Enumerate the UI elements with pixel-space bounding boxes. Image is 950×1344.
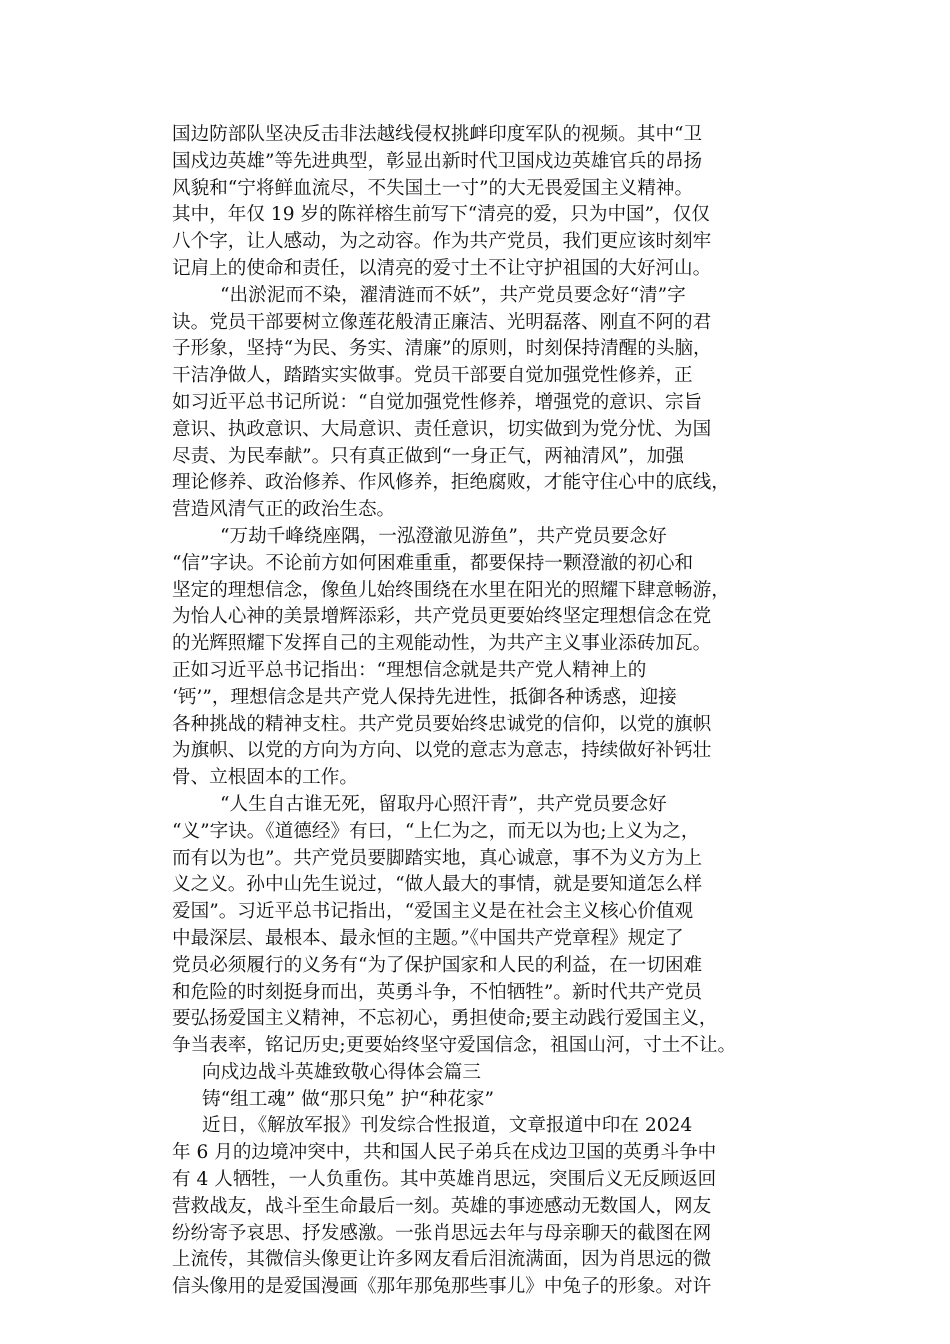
text-line: 子形象，坚持“为民、务实、清廉”的原则，时刻保持清醒的头脑， [172,338,712,360]
text-line: 为旗帜、以党的方向为方向、以党的意志为意志，持续做好补钙壮 [172,740,712,762]
text-line: 风貌和“宁将鲜血流尽，不失国土一寸”的大无畏爱国主义精神。 [172,177,694,199]
text-line: 如习近平总书记所说：“自觉加强党性修养，增强党的意识、宗旨 [172,391,703,413]
text-line: 纷纷寄予哀思、抒发感激。一张肖思远去年与母亲聊天的截图在网 [172,1222,712,1244]
text-line: 上流传，其微信头像更让许多网友看后泪流满面，因为肖思远的微 [172,1249,712,1271]
text-line: 干洁净做人，踏踏实实做事。党员干部要自觉加强党性修养，正 [172,365,693,387]
text-line: 其中，年仅 19 岁的陈祥榕生前写下“清亮的爱，只为中国”，仅仅 [172,204,710,226]
text-line: “信”字诀。不论前方如何困难重重，都要保持一颗澄澈的初心和 [172,552,694,574]
text-line: 记肩上的使命和责任，以清亮的爱寸土不让守护祖国的大好河山。 [172,257,712,279]
text-line: 国戍边英雄”等先进典型，彰显出新时代卫国戍边英雄官兵的昂扬 [172,150,703,172]
paragraph-start-line: “万劫千峰绕座隅，一泓澄澈见游鱼”，共产党员要念好 [220,525,667,547]
text-line: 骨、立根固本的工作。 [172,767,358,789]
text-line: 年 6 月的边境冲突中，共和国人民子弟兵在戍边卫国的英勇斗争中 [172,1142,717,1164]
text-line: 各种挑战的精神支柱。共产党员要始终忠诚党的信仰，以党的旗帜 [172,713,712,735]
text-line: 理论修养、政治修养、作风修养，拒绝腐败，才能守住心中的底线， [172,472,730,494]
paragraph-start-line: “人生自古谁无死，留取丹心照汗青”，共产党员要念好 [220,793,667,815]
text-line: 争当表率，铭记历史;更要始终坚守爱国信念，祖国山河，寸土不让。 [172,1035,737,1057]
text-line: 义之义。孙中山先生说过，“做人最大的事情，就是要知道怎么样 [172,874,703,896]
text-line: 为怡人心神的美景增辉添彩，共产党员更要始终坚定理想信念在党 [172,606,712,628]
text-line: 营造风清气正的政治生态。 [172,499,396,521]
text-line: 尽责、为民奉献”。只有真正做到“一身正气，两袖清风”，加强 [172,445,684,467]
text-line: 有 4 人牺牲，一人负重伤。其中英雄肖思远，突围后义无反顾返回 [172,1169,717,1191]
text-line: 中最深层、最根本、最永恒的主题。”《中国共产党章程》规定了 [172,927,684,949]
text-line: 的光辉照耀下发挥自己的主观能动性，为共产主义事业添砖加瓦。 [172,633,712,655]
text-line: 而有以为也”。共产党员要脚踏实地，真心诚意，事不为义方为上 [172,847,703,869]
text-line: 信头像用的是爱国漫画《那年那兔那些事儿》中兔子的形象。对许 [172,1276,712,1298]
paragraph-start-line: “出淤泥而不染，濯清涟而不妖”，共产党员要念好“清”字 [220,284,686,306]
text-line: 党员必须履行的义务有“为了保护国家和人民的利益，在一切困难 [172,954,703,976]
text-line: ‘钙’”，理想信念是共产党人保持先进性，抵御各种诱惑，迎接 [172,686,677,708]
paragraph-start-line: 近日，《解放军报》刊发综合性报道，文章报道中印在 2024 [202,1115,693,1137]
text-line: 八个字，让人感动，为之动容。作为共产党员，我们更应该时刻牢 [172,231,712,253]
text-line: 要弘扬爱国主义精神，不忘初心，勇担使命;要主动践行爱国主义， [172,1008,718,1030]
text-line: “义”字诀。《道德经》有曰，“上仁为之，而无以为也;上义为之， [172,820,700,842]
text-line: 正如习近平总书记指出：“理想信念就是共产党人精神上的 [172,659,647,681]
text-line: 坚定的理想信念，像鱼儿始终围绕在水里在阳光的照耀下肆意畅游， [172,579,730,601]
text-line: 意识、执政意识、大局意识、责任意识，切实做到为党分忧、为国 [172,418,712,440]
body-text [172,122,778,1301]
article-title: 铸“组工魂” 做“那只兔” 护“种花家” [202,1088,494,1110]
section-heading: 向戍边战斗英雄致敬心得体会篇三 [202,1061,481,1083]
text-line: 营救战友，战斗至生命最后一刻。英雄的事迹感动无数国人，网友 [172,1195,712,1217]
text-line: 诀。党员干部要树立像莲花般清正廉洁、光明磊落、刚直不阿的君 [172,311,712,333]
text-line: 爱国”。习近平总书记指出，“爱国主义是在社会主义核心价值观 [172,901,694,923]
text-line: 和危险的时刻挺身而出，英勇斗争，不怕牺牲”。新时代共产党员 [172,981,703,1003]
text-line: 国边防部队坚决反击非法越线侵权挑衅印度军队的视频。其中“卫 [172,124,703,145]
